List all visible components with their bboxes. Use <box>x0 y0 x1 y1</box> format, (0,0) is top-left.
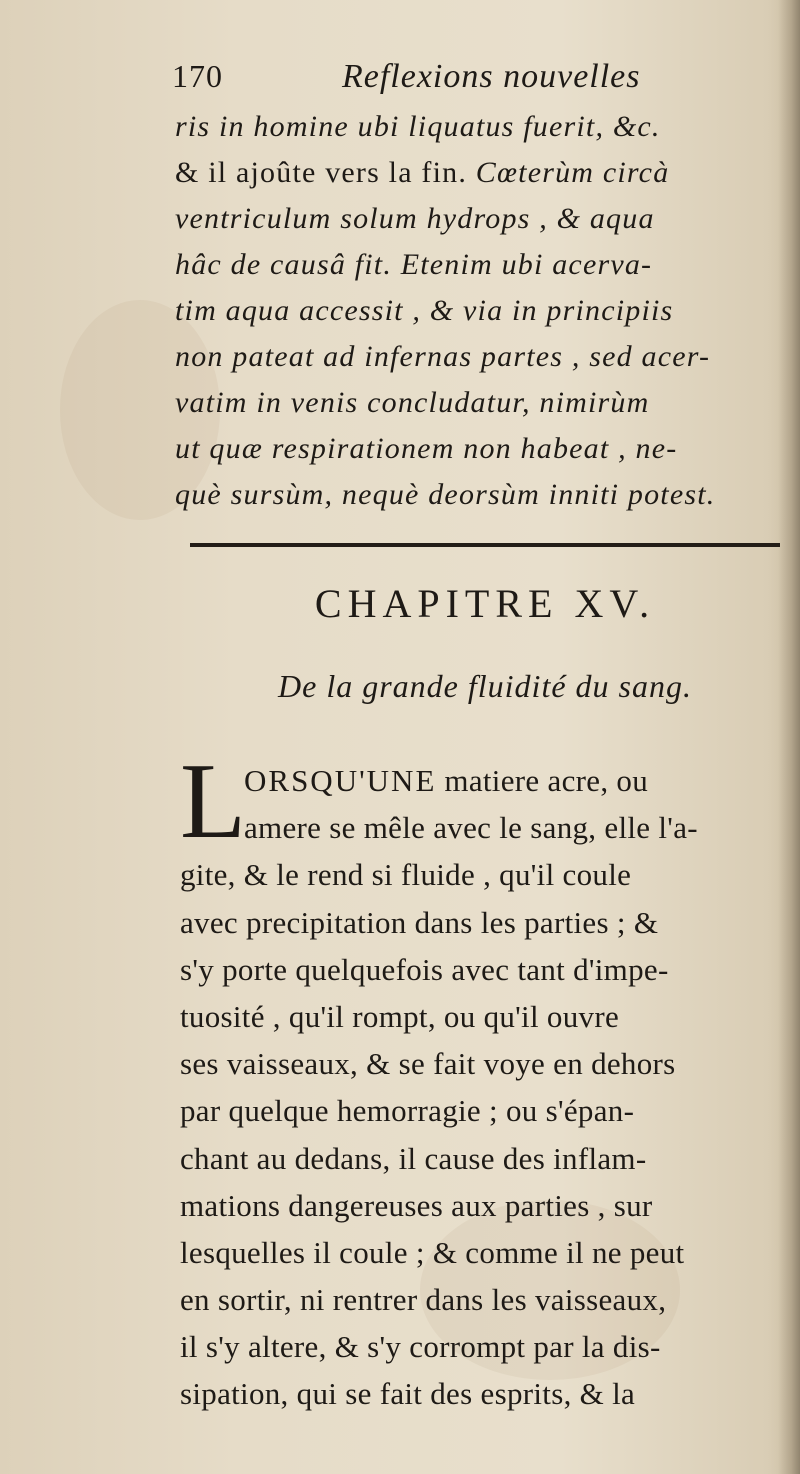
text-line: s'y porte quelquefois avec tant d'impe- <box>180 951 669 987</box>
text-line: avec precipitation dans les parties ; & <box>180 904 659 940</box>
running-title: Reflexions nouvelles <box>342 58 641 95</box>
page-gutter-shadow <box>778 0 800 1474</box>
text-line: ventriculum solum hydrops , & aqua <box>175 202 655 235</box>
chapter-divider-rule <box>190 543 780 547</box>
text-line: hâc de causâ fit. Etenim ubi acerva- <box>175 248 653 281</box>
text-line: & il ajoûte vers la fin. Cœterùm circà <box>175 156 670 189</box>
text-line: gite, & le rend si fluide , qu'il coule <box>180 857 632 893</box>
text-line: tim aqua accessit , & via in principiis <box>175 294 674 327</box>
text-line: ORSQU'UNE matiere acre, ou <box>244 763 649 798</box>
text-line: par quelque hemorragie ; ou s'épan- <box>180 1093 635 1129</box>
chapter-subtitle: De la grande fluidité du sang. <box>278 668 692 704</box>
chapter-title: CHAPITRE XV. <box>314 581 656 626</box>
text-line: amere se mêle avec le sang, elle l'a- <box>244 810 698 846</box>
text-line: non pateat ad infernas partes , sed acer- <box>175 340 711 373</box>
text-line: mations dangereuses aux parties , sur <box>180 1187 653 1223</box>
text-line: vatim in venis concludatur, nimirùm <box>175 386 650 419</box>
page-number: 170 <box>172 58 223 94</box>
text-line: chant au dedans, il cause des inflam- <box>180 1140 647 1176</box>
text-line: tuosité , qu'il rompt, ou qu'il ouvre <box>180 998 620 1034</box>
text-line: il s'y altere, & s'y corrompt par la dis- <box>180 1329 661 1365</box>
body-text <box>180 757 795 1418</box>
text-line: en sortir, ni rentrer dans les vaisseaux, <box>180 1282 667 1318</box>
running-head <box>172 58 772 98</box>
text-line: sipation, qui se fait des esprits, & la <box>180 1376 636 1412</box>
text-line: lesquelles il coule ; & comme il ne peut <box>180 1234 685 1270</box>
text-line: ris in homine ubi liquatus fuerit, &c. <box>175 110 661 143</box>
drop-cap: L <box>180 742 246 861</box>
text-line: ut quæ respirationem non habeat , ne- <box>175 432 678 465</box>
text-line: què sursùm, nequè deorsùm inniti potest. <box>175 478 716 511</box>
opening-word: ORSQU'UNE <box>244 763 437 798</box>
latin-quotation <box>175 104 790 518</box>
text-line: ses vaisseaux, & se fait voye en dehors <box>180 1046 676 1082</box>
